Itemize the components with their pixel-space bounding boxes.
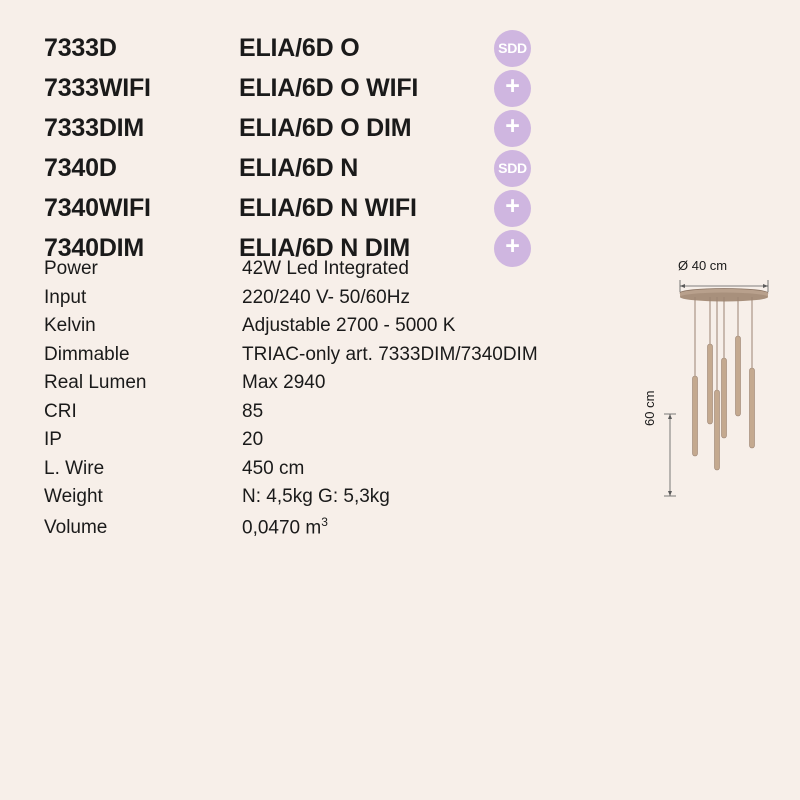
product-name: ELIA/6D O DIM bbox=[239, 113, 412, 142]
product-sku: 7340D bbox=[44, 153, 117, 182]
spec-label: Weight bbox=[44, 486, 103, 507]
spec-value: TRIAC-only art. 7333DIM/7340DIM bbox=[242, 343, 538, 365]
status-badge: + bbox=[494, 230, 531, 267]
lamp-drawing-svg bbox=[650, 258, 780, 558]
product-name: ELIA/6D N DIM bbox=[239, 233, 411, 262]
list-item bbox=[44, 401, 644, 430]
spec-value: 85 bbox=[242, 400, 264, 422]
list-item bbox=[44, 372, 644, 401]
arrow-down-icon bbox=[668, 491, 672, 496]
product-sku: 7333DIM bbox=[44, 113, 145, 142]
height-dimension-label: 60 cm bbox=[642, 390, 657, 426]
table-row bbox=[44, 68, 564, 108]
status-badge: SDD bbox=[494, 150, 531, 187]
product-technical-drawing bbox=[642, 258, 780, 558]
product-name: ELIA/6D O bbox=[239, 33, 360, 62]
product-name: ELIA/6D O WIFI bbox=[239, 73, 419, 102]
spec-label: IP bbox=[44, 429, 62, 450]
table-row bbox=[44, 188, 564, 228]
height-dimension-arrows bbox=[664, 414, 676, 496]
list-item bbox=[44, 287, 644, 316]
list-item bbox=[44, 486, 644, 515]
product-sku: 7333WIFI bbox=[44, 73, 151, 102]
product-sku: 7340WIFI bbox=[44, 193, 151, 222]
badge-cell bbox=[494, 190, 554, 227]
spec-value: 450 cm bbox=[242, 457, 305, 479]
spec-value: 220/240 V- 50/60Hz bbox=[242, 286, 410, 308]
spec-value bbox=[242, 515, 328, 539]
spec-label: Power bbox=[44, 258, 98, 279]
list-item bbox=[44, 344, 644, 373]
arrow-up-icon bbox=[668, 414, 672, 419]
spec-value-exponent: 3 bbox=[321, 514, 328, 529]
status-badge: + bbox=[494, 190, 531, 227]
diameter-dimension-label: Ø 40 cm bbox=[678, 258, 728, 273]
spec-value: Adjustable 2700 - 5000 K bbox=[242, 315, 456, 336]
spec-label: Real Lumen bbox=[44, 372, 147, 393]
spec-value: 42W Led Integrated bbox=[242, 258, 409, 279]
badge-cell bbox=[494, 110, 554, 147]
spec-label: CRI bbox=[44, 400, 77, 422]
arrow-left-icon bbox=[680, 284, 685, 288]
spec-value: Max 2940 bbox=[242, 372, 326, 393]
table-row bbox=[44, 108, 564, 148]
specifications-list bbox=[44, 258, 644, 543]
badge-cell bbox=[494, 150, 554, 187]
table-row bbox=[44, 148, 564, 188]
product-name: ELIA/6D N WIFI bbox=[239, 193, 417, 222]
arrow-right-icon bbox=[763, 284, 768, 288]
product-sku: 7340DIM bbox=[44, 233, 145, 262]
spec-value: 20 bbox=[242, 429, 264, 450]
product-sku: 7333D bbox=[44, 33, 117, 62]
status-badge: + bbox=[494, 70, 531, 107]
spec-value: N: 4,5kg G: 5,3kg bbox=[242, 486, 390, 507]
list-item bbox=[44, 515, 644, 544]
spec-label: Dimmable bbox=[44, 343, 130, 365]
spec-label: Volume bbox=[44, 516, 108, 538]
product-code-table bbox=[44, 28, 564, 268]
spec-value-text: 0,0470 m bbox=[242, 516, 322, 538]
product-name: ELIA/6D N bbox=[239, 153, 359, 182]
badge-cell bbox=[494, 70, 554, 107]
list-item bbox=[44, 458, 644, 487]
spec-label: Kelvin bbox=[44, 315, 96, 336]
list-item bbox=[44, 315, 644, 344]
table-row bbox=[44, 28, 564, 68]
status-badge: SDD bbox=[494, 30, 531, 67]
spec-label: Input bbox=[44, 286, 87, 308]
badge-cell bbox=[494, 30, 554, 67]
list-item bbox=[44, 258, 644, 287]
list-item bbox=[44, 429, 644, 458]
status-badge: + bbox=[494, 110, 531, 147]
spec-label: L. Wire bbox=[44, 457, 105, 479]
